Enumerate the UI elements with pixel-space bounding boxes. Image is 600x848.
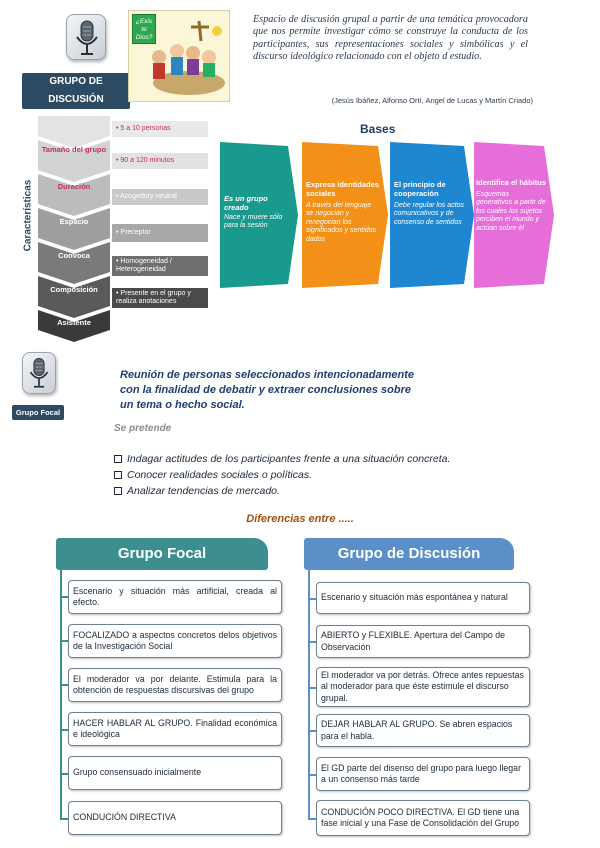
cartoon-illustration: [128, 10, 230, 102]
authors: (Jesús Ibáñez, Alfonso Ortí, Angel de Lucas y Martín Criado): [331, 96, 533, 105]
char-label-espacio: Espacio: [59, 217, 89, 226]
microphone-icon: [66, 14, 106, 60]
char-label-composicion: Composición: [50, 285, 98, 294]
bullet-text: Indagar actitudes de los participantes frente a una situación concreta.: [127, 453, 451, 465]
discusion-item: ABIERTO y FLEXIBLE. Apertura del Campo de Observación: [316, 625, 530, 658]
discusion-item: El GD parte del disenso del grupo para luego llegar a un consenso más tarde: [316, 757, 530, 791]
grupo-discusion-label: GRUPO DE DISCUSIÓN: [22, 73, 130, 109]
checkbox-icon: [114, 487, 122, 495]
base-item-1-title: Es un grupo creado: [224, 194, 268, 212]
checkbox-icon: [114, 455, 122, 463]
column-heading-focal: Grupo Focal: [56, 538, 268, 570]
discusion-item: El moderador va por detrás. Ofrece antes repuestas al moderador para que éste estimule el discurso grupal.: [316, 667, 530, 707]
base-item-2-title: Expresa identidades sociales: [306, 180, 379, 198]
base-item-4-title: Identifica el hábitus: [476, 178, 547, 187]
column-heading-discusion: Grupo de Discusión: [304, 538, 514, 570]
focal-item: HACER HABLAR AL GRUPO. Finalidad económica e ideológica: [68, 712, 282, 746]
bullet-item: [114, 453, 450, 465]
connector-tick: [308, 598, 316, 600]
base-item-1: [224, 194, 284, 231]
caracteristicas-label: Características: [22, 179, 34, 252]
connector-tick: [308, 774, 316, 776]
focal-item: FOCALIZADO a aspectos concretos delos objetivos de la Investigación Social: [68, 624, 282, 658]
bullet-item: [114, 485, 280, 497]
base-item-3-title: El principio de cooperación: [394, 180, 446, 198]
discusion-item: DEJAR HABLAR AL GRUPO. Se abren espacios para el habla.: [316, 714, 530, 747]
connector-line: [60, 570, 62, 820]
base-item-3: [394, 180, 468, 227]
connector-tick: [60, 818, 68, 820]
checkbox-icon: [114, 471, 122, 479]
bases-title: Bases: [360, 122, 396, 136]
base-item-2-text: A través del lenguaje se negocian y renegocian los significados y sentidos dados: [306, 202, 377, 243]
differences-title: Diferencias entre .....: [246, 513, 354, 525]
connector-tick: [308, 818, 316, 820]
se-pretende: Se pretende: [114, 423, 172, 434]
char-value-tamano: • 5 a 10 personas: [112, 121, 208, 137]
char-label-duracion: Duración: [57, 182, 91, 191]
focal-item: CONDUCIÓN DIRECTIVA: [68, 801, 282, 835]
base-item-3-text: Debe regular los actos comunicativos y de consenso de sentidos: [394, 202, 465, 226]
bullet-text: Conocer realidades sociales o políticas.: [127, 469, 313, 481]
focal-definition: Reunión de personas seleccionados intencionadamente con la finalidad de debatir y extraer conclusiones sobre un tema o hecho social.: [120, 369, 415, 411]
connector-tick: [308, 687, 316, 689]
base-item-4-text: Esquemas generativos a partir de los cuales los sujetos perciben el mundo y actúan sobre él: [476, 191, 546, 232]
base-item-2: [306, 180, 380, 244]
connector-tick: [60, 684, 68, 686]
focal-item: El moderador va por delante. Estimula para la obtención de respuestas discursivas del grupo: [68, 668, 282, 702]
char-label-tamano: Tamaño del grupo: [41, 145, 107, 154]
connector-tick: [60, 729, 68, 731]
discusion-item: CONDUCIÓN POCO DIRECTIVA. El GD tiene una fase inicial y una Fase de Consolidación del Grupo: [316, 800, 530, 836]
char-label-convoca: Convoca: [58, 251, 90, 260]
microphone-icon: [22, 352, 56, 394]
grupo-focal-label: Grupo Focal: [12, 405, 64, 420]
connector-line: [308, 570, 310, 818]
char-value-convoca: • Preceptor: [112, 224, 208, 242]
focal-item: Grupo consensuado inicialmente: [68, 756, 282, 790]
base-item-1-text: Nace y muere sólo para la sesión: [224, 214, 283, 230]
bullet-text: Analizar tendencias de mercado.: [127, 485, 280, 497]
connector-tick: [308, 730, 316, 732]
connector-tick: [60, 640, 68, 642]
connector-tick: [60, 596, 68, 598]
char-value-duracion: • 90 a 120 minutos: [112, 153, 208, 169]
base-item-4: [476, 178, 546, 233]
char-label-asistente: Asistente: [57, 318, 91, 327]
speech-bubble: ¿Exis te Dios?: [132, 14, 156, 44]
char-value-espacio: • Acogedory neutral: [112, 189, 208, 205]
char-value-asistente: • Presente en el grupo y realiza anotaciones: [112, 288, 208, 308]
connector-tick: [308, 641, 316, 643]
connector-tick: [60, 773, 68, 775]
header-description: Espacio de discusión grupal a partir de una temática provocadora que nos permite investigar cómo se construye la conducta de los participantes, sus representaciones sociales y simbólicas y el discurso ideológico relacionado con el objeto d estudio.: [253, 14, 528, 63]
bullet-item: [114, 469, 312, 481]
focal-item: Escenario y situación más artificial, creada al efecto.: [68, 580, 282, 614]
char-value-composicion: • Homogeneidad / Heterogeneidad: [112, 256, 208, 276]
discusion-item: Escenario y situación más espontánea y natural: [316, 582, 530, 614]
